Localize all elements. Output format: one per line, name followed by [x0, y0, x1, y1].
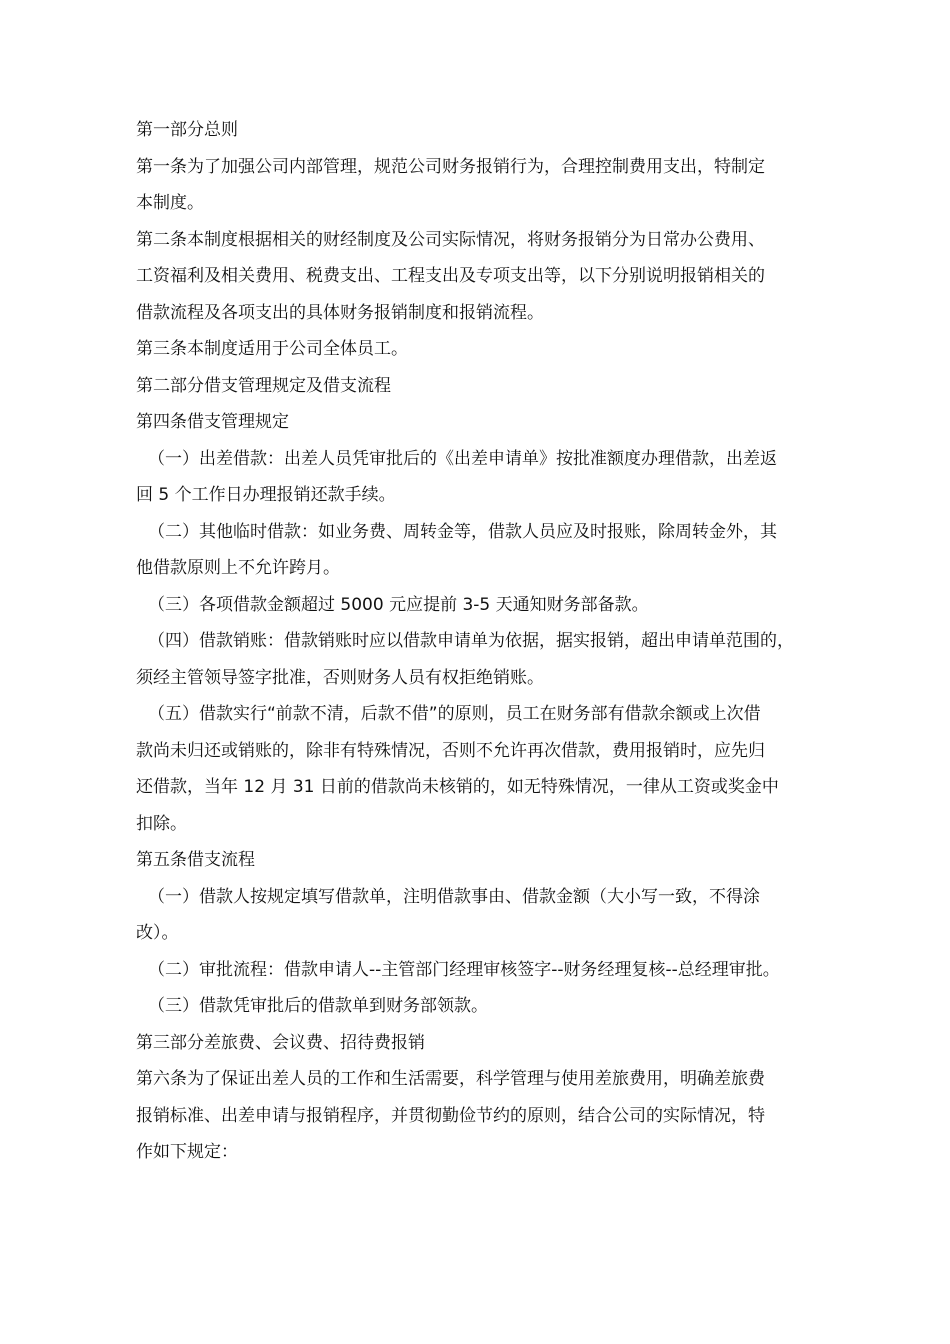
text-line: 第一条为了加强公司内部管理，规范公司财务报销行为，合理控制费用支出，特制定	[136, 156, 765, 177]
text-line: 本制度。	[136, 193, 204, 213]
text-line: 第六条为了保证出差人员的工作和生活需要，科学管理与使用差旅费用，明确差旅费	[136, 1069, 765, 1089]
text-line: （三）借款凭审批后的借款单到财务部领款。	[148, 996, 488, 1016]
text-line: 他借款原则上不允许跨月。	[136, 558, 340, 578]
text-line: （二）其他临时借款：如业务费、周转金等，借款人员应及时报账，除周转金外，其	[148, 521, 777, 542]
text-line: 还借款，当年 12 月 31 日前的借款尚未核销的，如无特殊情况，一律从工资或奖金中	[136, 777, 779, 797]
document-body	[136, 112, 836, 1171]
text-line: 作如下规定：	[136, 1142, 238, 1162]
text-line: 报销标准、出差申请与报销程序，并贯彻勤俭节约的原则，结合公司的实际情况，特	[136, 1105, 765, 1126]
text-line: 第二部分借支管理规定及借支流程	[136, 375, 391, 396]
text-line: （四）借款销账：借款销账时应以借款申请单为依据，据实报销，超出申请单范围的，	[148, 631, 794, 651]
text-line: 第二条本制度根据相关的财经制度及公司实际情况，将财务报销分为日常办公费用、	[136, 229, 765, 250]
text-line: （五）借款实行“前款不清，后款不借”的原则，员工在财务部有借款余额或上次借	[148, 704, 761, 724]
text-line: 借款流程及各项支出的具体财务报销制度和报销流程。	[136, 302, 544, 323]
text-line: （二）审批流程：借款申请人--主管部门经理审核签字--财务经理复核--总经理审批。	[148, 959, 780, 980]
text-line: 第五条借支流程	[136, 850, 255, 870]
text-line: 改）。	[136, 923, 179, 943]
text-line: 回 5 个工作日办理报销还款手续。	[136, 485, 396, 505]
text-line: 第一部分总则	[136, 120, 238, 140]
text-line: （三）各项借款金额超过 5000 元应提前 3-5 天通知财务部备款。	[148, 594, 649, 615]
text-line: 款尚未归还或销账的，除非有特殊情况，否则不允许再次借款，费用报销时，应先归	[136, 740, 765, 761]
text-line: 第三部分差旅费、会议费、招待费报销	[136, 1032, 425, 1053]
text-line: 第四条借支管理规定	[136, 412, 289, 432]
text-line: （一）出差借款：出差人员凭审批后的《出差申请单》按批准额度办理借款，出差返	[148, 448, 777, 469]
text-line: 工资福利及相关费用、税费支出、工程支出及专项支出等，以下分别说明报销相关的	[136, 266, 765, 286]
text-line: （一）借款人按规定填写借款单，注明借款事由、借款金额（大小写一致，不得涂	[148, 886, 760, 907]
text-line: 第三条本制度适用于公司全体员工。	[136, 339, 408, 359]
text-line: 须经主管领导签字批准，否则财务人员有权拒绝销账。	[136, 667, 544, 688]
text-line: 扣除。	[136, 813, 187, 834]
